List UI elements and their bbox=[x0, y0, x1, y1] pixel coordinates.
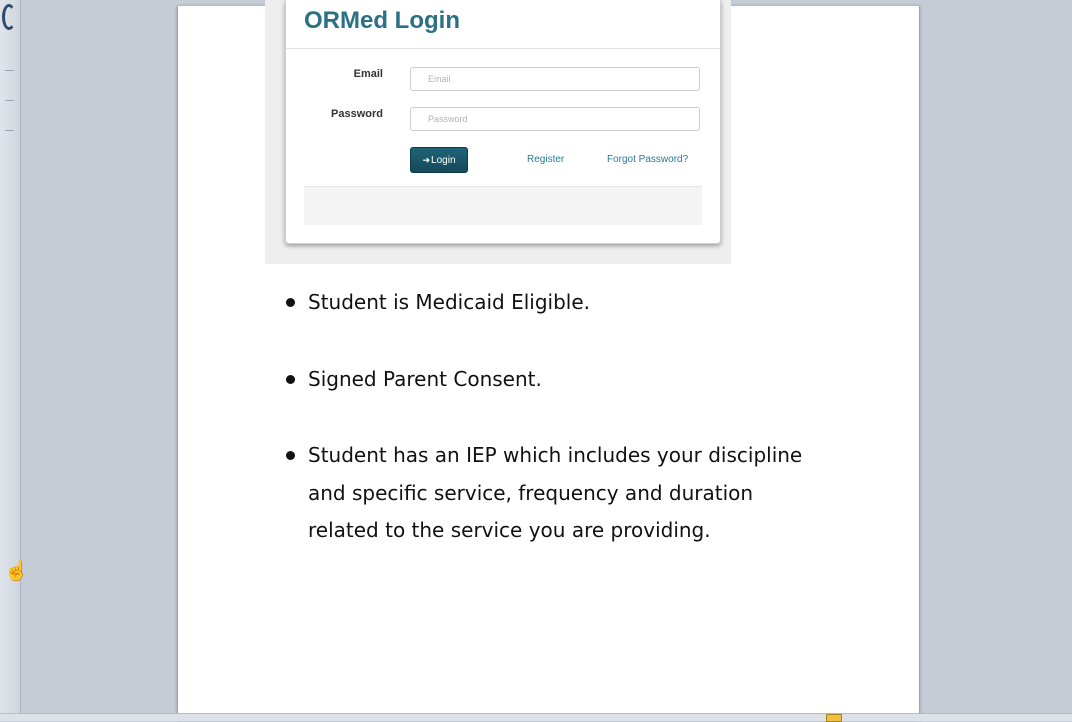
bullet-dot-icon bbox=[286, 375, 295, 384]
app-side-panel bbox=[0, 0, 21, 720]
bullet-item bbox=[286, 284, 806, 322]
bullet-text: Student has an IEP which includes your discipline and specific service, frequency and duration related to the service you are providing. bbox=[308, 443, 803, 542]
divider bbox=[286, 48, 720, 49]
login-card bbox=[285, 0, 721, 244]
register-link[interactable]: Register bbox=[527, 154, 565, 165]
card-footer bbox=[304, 186, 702, 225]
email-label: Email bbox=[353, 68, 383, 80]
bullet-item bbox=[286, 437, 806, 550]
hand-cursor-icon: ☝ bbox=[4, 560, 29, 582]
bullet-text: Signed Parent Consent. bbox=[308, 366, 542, 391]
bullet-item bbox=[286, 361, 806, 399]
bullet-text: Student is Medicaid Eligible. bbox=[308, 290, 591, 314]
notes-icon[interactable] bbox=[826, 714, 842, 722]
divider bbox=[5, 100, 14, 101]
password-field[interactable] bbox=[410, 107, 700, 131]
login-button[interactable] bbox=[410, 147, 468, 173]
login-screenshot bbox=[265, 0, 731, 264]
forgot-password-link[interactable]: Forgot Password? bbox=[607, 154, 689, 165]
bullet-list bbox=[286, 284, 806, 589]
bullet-dot-icon bbox=[286, 451, 295, 460]
app-logo-icon bbox=[2, 4, 16, 30]
email-field[interactable] bbox=[410, 67, 700, 91]
sign-in-icon: ➜ bbox=[422, 155, 431, 165]
login-button-label: Login bbox=[431, 155, 456, 166]
slide-page bbox=[177, 6, 920, 720]
login-title: ORMed Login bbox=[304, 7, 460, 34]
bullet-dot-icon bbox=[286, 298, 295, 307]
divider bbox=[5, 70, 14, 71]
divider bbox=[5, 130, 14, 131]
password-label: Password bbox=[331, 108, 383, 120]
